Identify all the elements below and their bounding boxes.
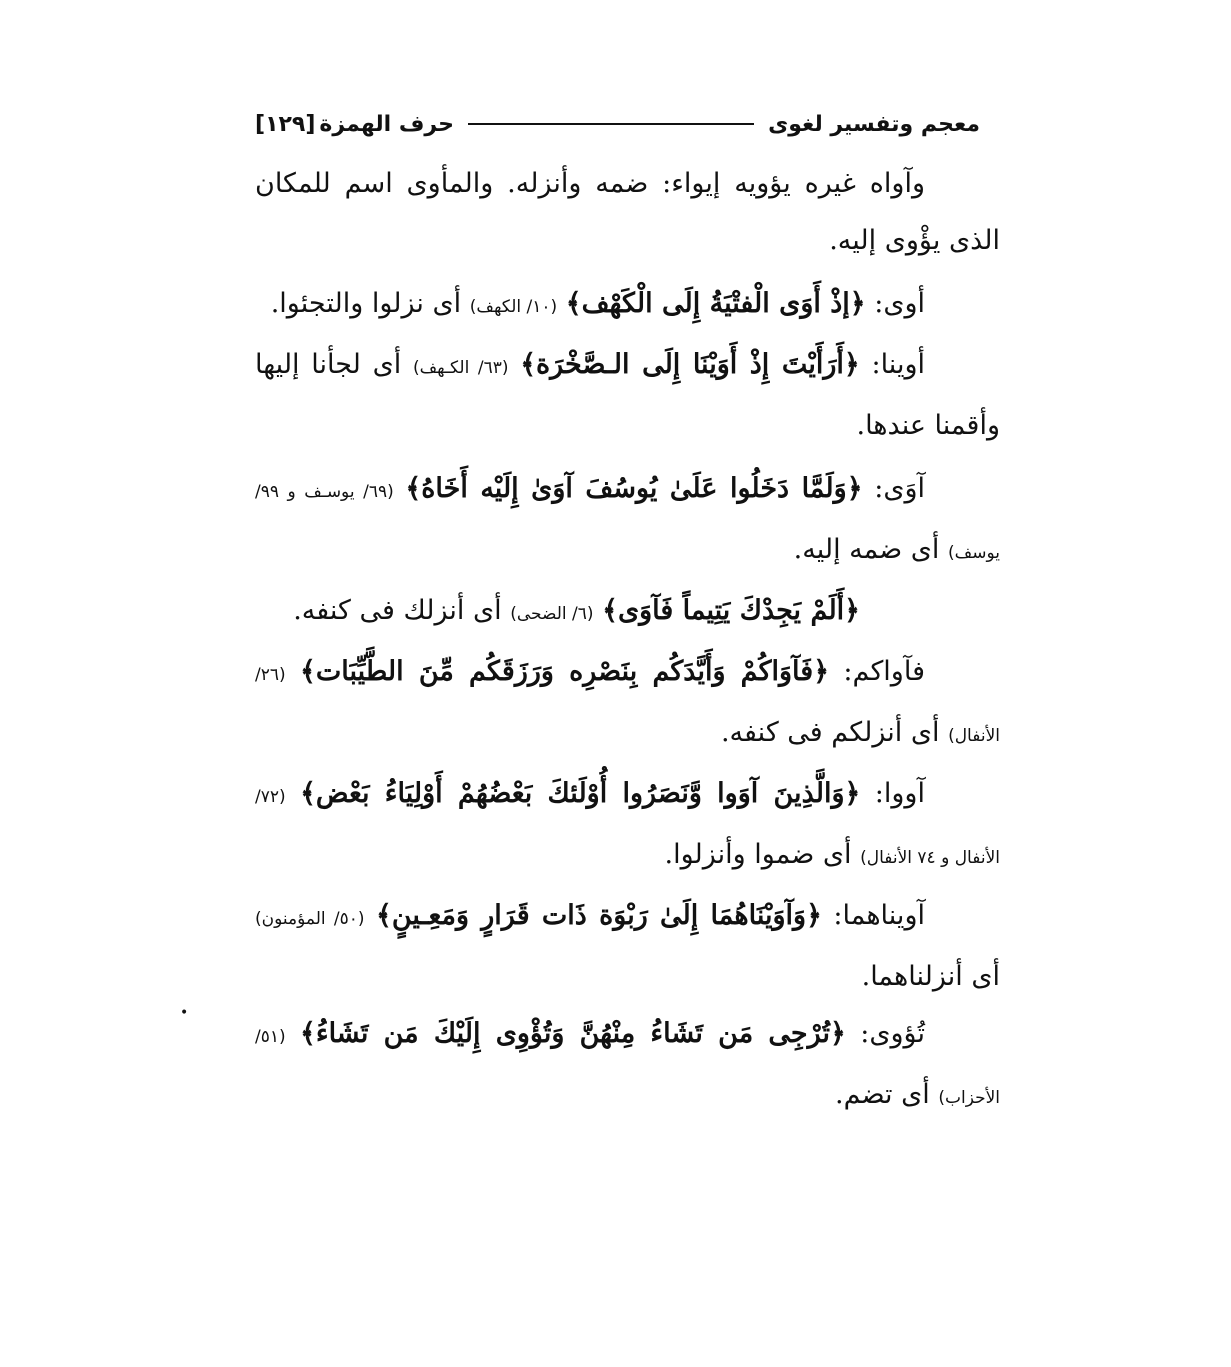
scan-speck: • — [180, 1005, 189, 1021]
quran-verse: أَلَمْ يَجِدْكَ يَتِيماً فَآوَى — [617, 595, 845, 626]
entry-meaning: أى أنزلكم فى كنفه. — [720, 717, 940, 748]
verse-reference: (١٠/ الكهف) — [469, 297, 558, 317]
entry-paragraph: ﴿أَلَمْ يَجِدْكَ يَتِيماً فَآوَى﴾ (٦/ الضحى) أى أنزلك فى كنفه. — [293, 595, 860, 626]
entry-meaning: أى نزلوا والتجئوا. — [270, 288, 462, 319]
entry-body — [255, 155, 1000, 1127]
entry-paragraph: آويناهما: ﴿وَآوَيْنَاهُمَا إِلَىٰ رَبْوَة ذَات قَرَارٍ وَمَعِـينٍ﴾ (٥٠/ المؤمنون) أى أنزلناهما. — [255, 900, 1000, 992]
quran-verse: أَرَأَيْتَ إِذْ أَوَيْنَا إِلَى الـصَّخْرَة — [536, 349, 844, 380]
entry-meaning: أى أنزلك فى كنفه. — [293, 595, 502, 626]
entry-term: تُؤوى: — [860, 1018, 925, 1049]
entry-term: آووا: — [874, 778, 925, 809]
entry-meaning: أى ضموا وأنزلوا. — [664, 839, 852, 870]
header-section — [255, 112, 454, 137]
running-header — [255, 104, 980, 144]
entry-term: آويناهما: — [833, 900, 925, 931]
entry-term: أوى: — [874, 288, 925, 319]
entry-paragraph: فآواكم: ﴿فَآوَاكُمْ وَأَيَّدَكُم بِنَصْرِه وَرَزَقَكُم مِّنَ الطَّيِّبَات﴾ (٢٦/ الأنفال) أى أنزلكم فى كنفه. — [255, 656, 1000, 748]
quran-verse: تُرْجِى مَن تَشَاءُ مِنْهُنَّ وَتُؤْوِى إِلَيْكَ مَن تَشَاءُ — [315, 1018, 831, 1049]
verse-reference: (٥١/ الأحزاب) — [255, 1027, 1000, 1108]
verse-reference: (٥٠/ المؤمنون) — [255, 909, 365, 929]
quran-verse: وَلَمَّا دَخَلُوا عَلَىٰ يُوسُفَ آوَىٰ إِلَيْه أَخَاهُ — [421, 473, 847, 504]
entry-term: آوَى: — [874, 473, 925, 504]
verse-reference: (٦٣/ الكـهف) — [412, 358, 509, 378]
quran-verse: وَالَّذِينَ آوَوا وَّنَصَرُوا أُوْلَئكَ بَعْضُهُمْ أَوْلِيَاءُ بَعْض — [315, 778, 845, 809]
verse-reference: (٦٩/ يوسـف و ٩٩/ يوسف) — [255, 482, 1000, 563]
quran-verse: فَآوَاكُمْ وَأَيَّدَكُم بِنَصْرِه وَرَزَقَكُم مِّنَ الطَّيِّبَات — [315, 656, 814, 687]
quran-verse: وَآوَيْنَاهُمَا إِلَىٰ رَبْوَة ذَات قَرَارٍ وَمَعِـينٍ — [391, 900, 807, 931]
entry-paragraph: آووا: ﴿وَالَّذِينَ آوَوا وَّنَصَرُوا أُوْلَئكَ بَعْضُهُمْ أَوْلِيَاءُ بَعْض﴾ (٧٢/ الأنفال و ٧٤ الأنفال) أى ضموا وأنزلوا. — [255, 778, 1000, 870]
intro-paragraph: وآواه غيره يؤويه إيواء: ضمه وأنزله. والمأوى اسم للمكان الذى يؤْوى إليه. — [255, 168, 1000, 256]
verse-reference: (٧٢/ الأنفال و ٧٤ الأنفال) — [255, 787, 1000, 868]
entry-paragraph: أوينا: ﴿أَرَأَيْتَ إِذْ أَوَيْنَا إِلَى الـصَّخْرَة﴾ (٦٣/ الكـهف) أى لجأنا إليها وأقمنا عندها. — [255, 349, 1000, 441]
header-rule — [468, 123, 754, 125]
entry-term: أوينا: — [871, 349, 925, 380]
entry-meaning: أى لجأنا إليها وأقمنا عندها. — [255, 349, 1000, 441]
book-title: معجم وتفسير لغوى — [768, 111, 980, 137]
entry-meaning: أى أنزلناهما. — [861, 961, 1000, 992]
letter-section: حرف الهمزة — [319, 111, 454, 137]
quran-verse: إذْ أَوَى الْفتْيَةُ إِلَى الْكَهْف — [581, 288, 850, 319]
entry-paragraph: أوى: ﴿إذْ أَوَى الْفتْيَةُ إِلَى الْكَهْف﴾ (١٠/ الكهف) أى نزلوا والتجئوا. — [270, 288, 925, 319]
page-number: [١٢٩] — [255, 111, 316, 137]
entry-meaning: أى تضم. — [835, 1079, 930, 1110]
entry-term: فآواكم: — [843, 656, 925, 687]
verse-reference: (٦/ الضحى) — [510, 604, 594, 624]
entry-paragraph: تُؤوى: ﴿تُرْجِى مَن تَشَاءُ مِنْهُنَّ وَتُؤْوِى إِلَيْكَ مَن تَشَاءُ﴾ (٥١/ الأحزاب) أى تضم. — [255, 1018, 1000, 1110]
entry-paragraph: آوَى: ﴿وَلَمَّا دَخَلُوا عَلَىٰ يُوسُفَ آوَىٰ إِلَيْه أَخَاهُ﴾ (٦٩/ يوسـف و ٩٩/ يوسف) أى ضمه إليه. — [255, 473, 1000, 565]
entry-meaning: أى ضمه إليه. — [793, 534, 940, 565]
verse-reference: (٢٦/ الأنفال) — [255, 665, 1000, 746]
